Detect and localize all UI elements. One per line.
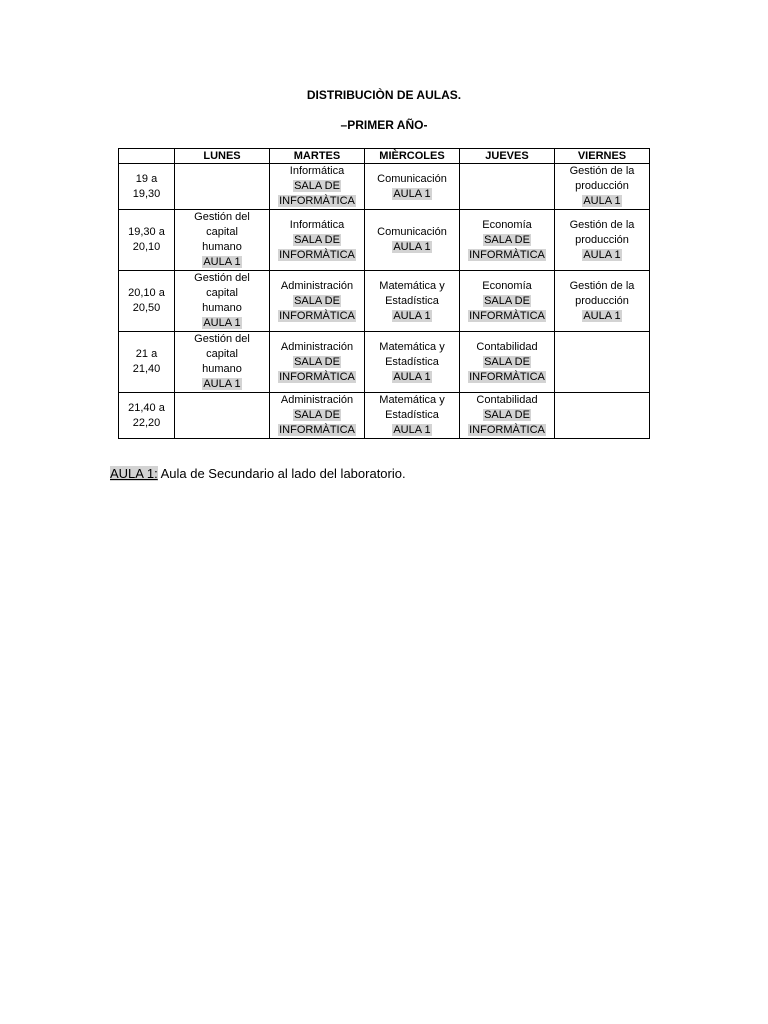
schedule-cell	[365, 164, 460, 210]
subject-line: Estadística	[385, 294, 439, 307]
subject-line: Comunicación	[377, 172, 447, 185]
room-line	[365, 309, 459, 324]
subject-line: Gestión de la	[569, 279, 635, 292]
table-row	[119, 393, 650, 439]
subject-line: Economía	[482, 279, 532, 292]
room-label: AULA 1	[393, 424, 431, 436]
room-line	[365, 187, 459, 202]
subject-line: humano	[202, 302, 242, 314]
room-label: INFORMÀTICA	[469, 424, 545, 436]
room-label: AULA 1	[203, 317, 241, 329]
schedule-table	[118, 148, 650, 439]
time-cell	[119, 393, 175, 439]
header-jueves: JUEVES	[460, 149, 555, 164]
document-subtitle: –PRIMER AÑO-	[340, 118, 428, 132]
room-line	[460, 355, 554, 370]
schedule-cell	[175, 393, 270, 439]
room-line	[270, 233, 364, 248]
subject-line: Contabilidad	[476, 394, 538, 406]
room-label: SALA DE	[484, 409, 530, 421]
subject-line: Gestión del	[194, 211, 250, 223]
room-line	[175, 316, 269, 331]
room-line	[270, 408, 364, 423]
room-label: INFORMÀTICA	[469, 370, 545, 383]
subject-line: Matemática y	[379, 394, 445, 406]
footnote	[110, 466, 406, 481]
table-row	[119, 210, 650, 271]
time-line: 19 a	[135, 172, 158, 185]
subject-line: Informática	[289, 165, 345, 177]
header-row	[119, 149, 650, 164]
subject-line: humano	[202, 241, 242, 253]
subject-line: capital	[206, 287, 238, 299]
header-miercoles: MIÈRCOLES	[365, 149, 460, 164]
room-label: AULA 1	[583, 309, 621, 322]
room-line	[270, 179, 364, 194]
room-line	[460, 370, 554, 385]
room-label: SALA DE	[294, 180, 340, 192]
schedule-cell	[460, 271, 555, 332]
room-line	[175, 377, 269, 392]
subject-line: humano	[202, 363, 242, 375]
room-line	[270, 294, 364, 309]
subject-line: capital	[206, 226, 238, 238]
schedule-cell	[555, 164, 650, 210]
room-label: INFORMÀTICA	[469, 248, 545, 261]
schedule-cell	[365, 271, 460, 332]
schedule-cell	[555, 332, 650, 393]
room-label: AULA 1	[203, 256, 241, 268]
room-line	[555, 194, 649, 209]
room-line	[460, 423, 554, 438]
time-line: 21 a	[135, 348, 158, 360]
room-line	[270, 355, 364, 370]
room-label: INFORMÀTICA	[279, 195, 355, 207]
schedule-cell	[175, 271, 270, 332]
room-line	[270, 194, 364, 209]
time-line: 19,30 a	[128, 226, 165, 238]
footnote-label: AULA 1:	[110, 466, 158, 481]
table-row	[119, 271, 650, 332]
room-label: AULA 1	[393, 370, 431, 383]
schedule-cell	[365, 332, 460, 393]
room-label: SALA DE	[294, 233, 340, 246]
header-corner	[119, 149, 175, 164]
document-title: DISTRIBUCIÒN DE AULAS.	[306, 88, 462, 102]
subject-line: Administración	[280, 340, 354, 353]
schedule-cell	[175, 332, 270, 393]
schedule-cell	[270, 210, 365, 271]
schedule-cell	[460, 210, 555, 271]
subject-line: capital	[206, 348, 238, 360]
schedule-cell	[365, 393, 460, 439]
schedule-cell	[270, 332, 365, 393]
header-martes: MARTES	[270, 149, 365, 164]
room-line	[460, 294, 554, 309]
room-label: INFORMÀTICA	[279, 424, 355, 436]
time-cell	[119, 164, 175, 210]
subject-line: Gestión del	[194, 272, 250, 284]
room-label: AULA 1	[583, 248, 621, 261]
schedule-cell	[460, 332, 555, 393]
subject-line: Administración	[280, 394, 354, 406]
table-row	[119, 332, 650, 393]
footnote-text: Aula de Secundario al lado del laboratorio.	[157, 466, 406, 481]
room-line	[460, 309, 554, 324]
header-lunes: LUNES	[175, 149, 270, 164]
schedule-cell	[175, 210, 270, 271]
room-label: INFORMÀTICA	[279, 309, 355, 322]
time-line: 20,10	[132, 241, 161, 253]
room-label: SALA DE	[294, 355, 340, 368]
schedule-cell	[270, 271, 365, 332]
time-line: 21,40	[132, 363, 161, 375]
schedule-cell	[555, 271, 650, 332]
room-label: SALA DE	[484, 355, 530, 368]
schedule-cell	[460, 393, 555, 439]
schedule-cell	[555, 393, 650, 439]
subject-line: producción	[575, 294, 629, 307]
subject-line: Matemática y	[379, 340, 445, 353]
room-label: AULA 1	[393, 309, 431, 322]
time-line: 20,10 a	[128, 287, 165, 299]
schedule-body	[119, 164, 650, 439]
room-line	[460, 408, 554, 423]
subject-line: Gestión del	[194, 333, 250, 345]
room-line	[175, 255, 269, 270]
header-viernes: VIERNES	[555, 149, 650, 164]
room-line	[270, 370, 364, 385]
room-label: AULA 1	[203, 378, 241, 390]
room-line	[365, 370, 459, 385]
room-line	[270, 309, 364, 324]
time-cell	[119, 271, 175, 332]
room-label: SALA DE	[484, 233, 530, 246]
schedule-cell	[365, 210, 460, 271]
room-label: INFORMÀTICA	[469, 309, 545, 322]
time-line: 22,20	[132, 416, 161, 429]
room-label: INFORMÀTICA	[279, 248, 355, 261]
room-line	[555, 309, 649, 324]
schedule-cell	[270, 393, 365, 439]
room-line	[460, 248, 554, 263]
room-line	[365, 240, 459, 255]
subject-line: producción	[575, 180, 629, 192]
room-label: AULA 1	[393, 187, 431, 200]
time-line: 20,50	[132, 302, 161, 314]
schedule-cell	[270, 164, 365, 210]
room-line	[365, 423, 459, 438]
schedule-cell	[460, 164, 555, 210]
subject-line: Gestión de la	[569, 165, 635, 177]
time-cell	[119, 210, 175, 271]
subject-line: Estadística	[385, 355, 439, 368]
subject-line: Contabilidad	[476, 340, 538, 353]
time-line: 19,30	[132, 187, 161, 200]
subject-line: Comunicación	[377, 226, 447, 238]
room-label: SALA DE	[484, 294, 530, 307]
subject-line: Estadística	[385, 409, 439, 421]
schedule-cell	[555, 210, 650, 271]
subject-line: producción	[575, 233, 629, 246]
subject-line: Economía	[482, 218, 532, 231]
subject-line: Informática	[289, 218, 345, 231]
subject-line: Gestión de la	[569, 218, 635, 231]
room-line	[270, 423, 364, 438]
room-line	[460, 233, 554, 248]
room-line	[555, 248, 649, 263]
time-cell	[119, 332, 175, 393]
subject-line: Administración	[280, 279, 354, 292]
room-line	[270, 248, 364, 263]
time-line: 21,40 a	[128, 401, 165, 414]
table-row	[119, 164, 650, 210]
room-label: SALA DE	[294, 409, 340, 421]
room-label: AULA 1	[583, 195, 621, 207]
room-label: SALA DE	[294, 294, 340, 307]
room-label: AULA 1	[393, 241, 431, 253]
subject-line: Matemática y	[379, 279, 445, 292]
room-label: INFORMÀTICA	[279, 370, 355, 383]
schedule-cell	[175, 164, 270, 210]
